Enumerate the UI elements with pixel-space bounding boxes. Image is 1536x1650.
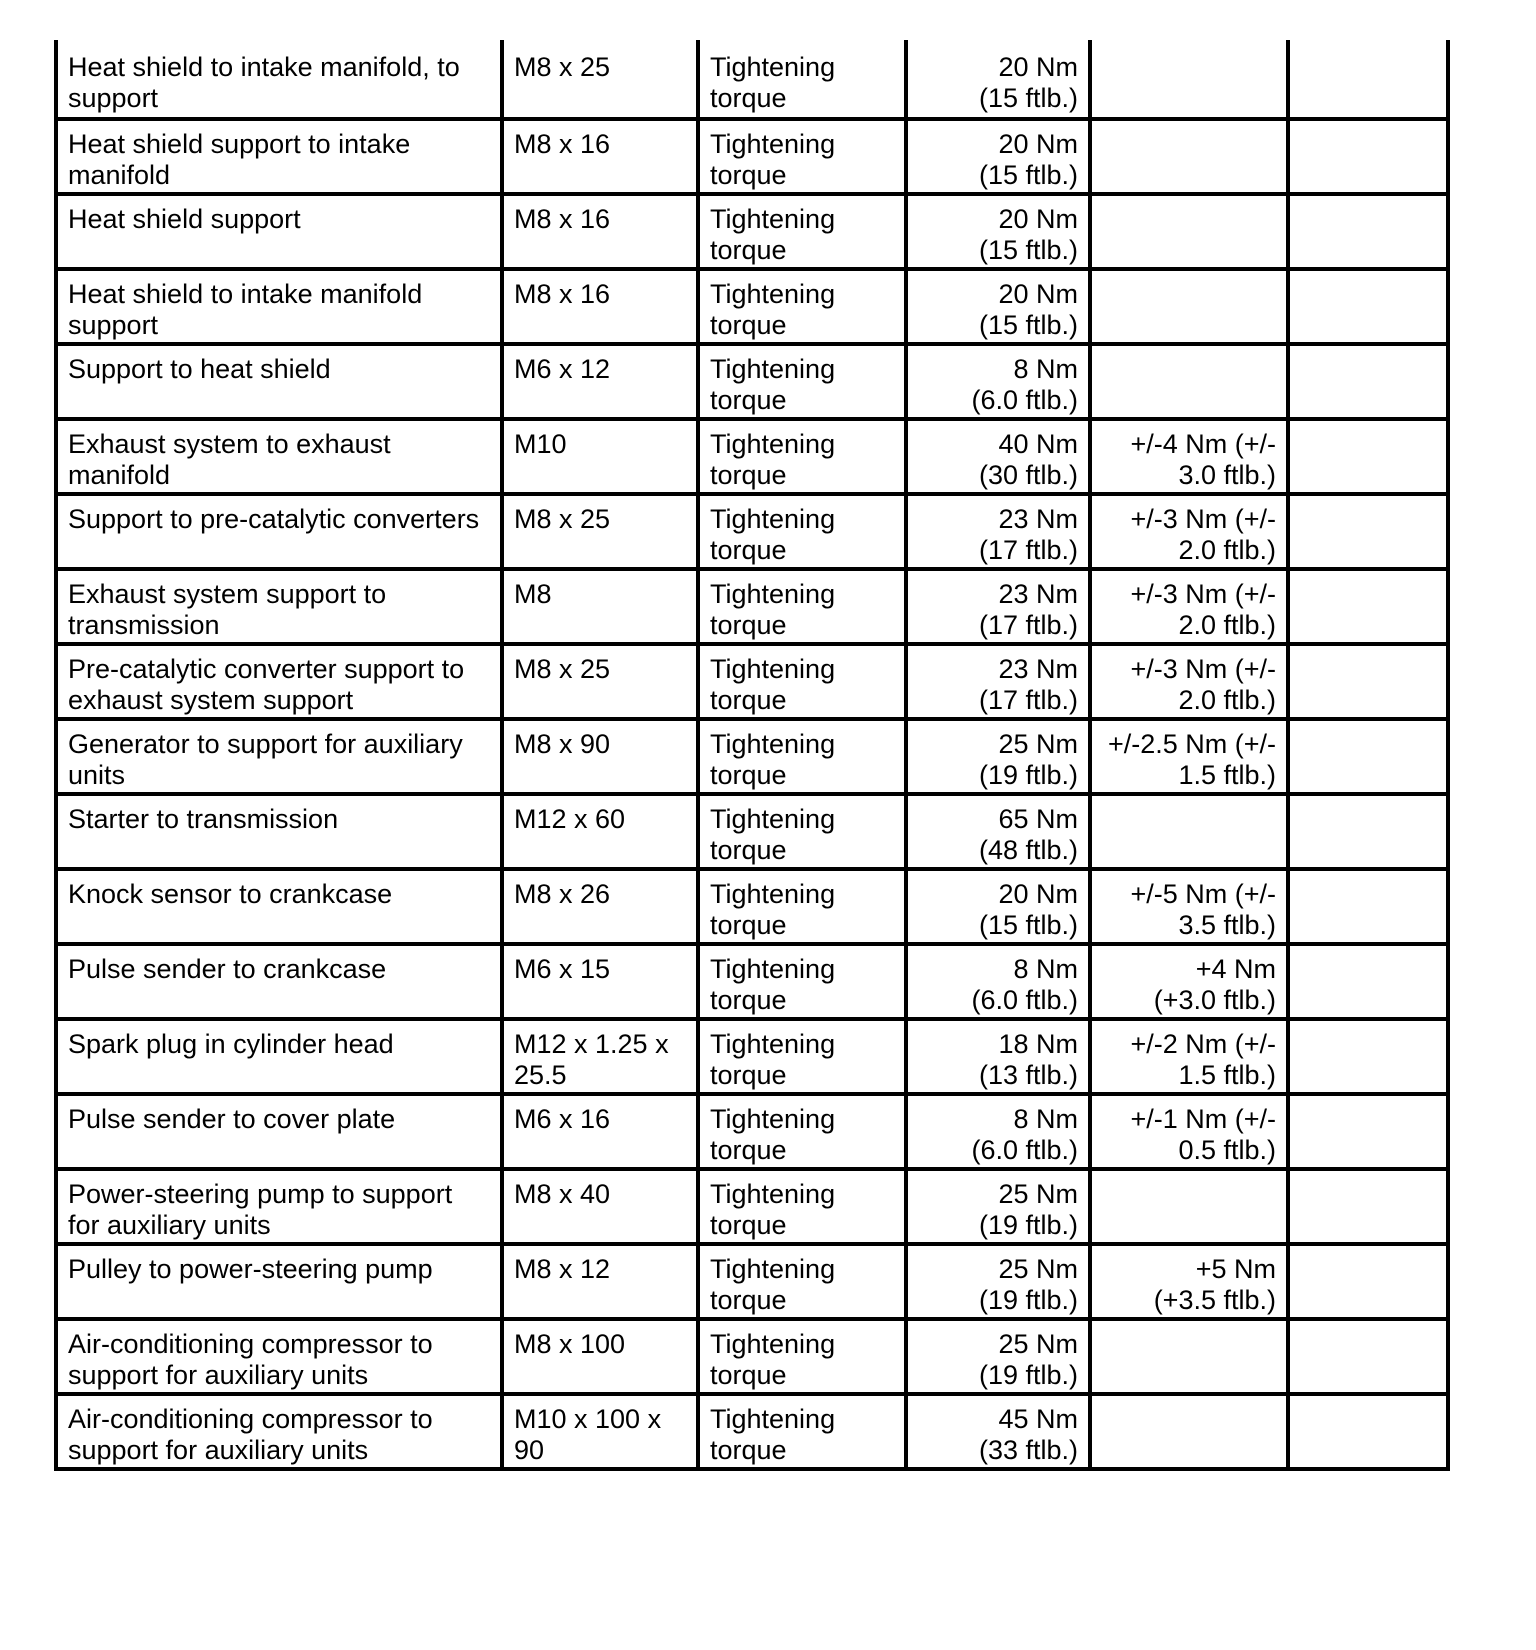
table-row: [56, 1244, 1448, 1319]
torque-value-line: 23 Nm: [998, 504, 1078, 534]
spec-type-cell: [698, 719, 906, 794]
spec-type-cell: [698, 794, 906, 869]
tolerance-cell: [1090, 40, 1288, 119]
torque-value-cell: [906, 194, 1090, 269]
notes-cell: [1288, 569, 1448, 644]
table-row: [56, 1019, 1448, 1094]
torque-value-line: (15 ftlb.): [978, 310, 1078, 340]
torque-value-line: 8 Nm: [1013, 954, 1078, 984]
tolerance-cell: [1090, 119, 1288, 194]
spec-type-line: torque: [710, 460, 787, 490]
tolerance-cell: [1090, 1319, 1288, 1394]
component-cell: [56, 344, 502, 419]
spec-type-line: Tightening: [710, 729, 836, 759]
torque-value-line: (6.0 ftlb.): [971, 1135, 1078, 1165]
torque-value-line: 40 Nm: [998, 429, 1078, 459]
tolerance-cell: [1090, 344, 1288, 419]
spec-type-cell: [698, 1244, 906, 1319]
component-line: Air-conditioning compressor to: [68, 1329, 433, 1359]
notes-cell: [1288, 494, 1448, 569]
spec-type-line: torque: [710, 760, 787, 790]
torque-value-cell: [906, 40, 1090, 119]
thread-size-cell: [502, 119, 698, 194]
thread-size-line: M8 x 16: [514, 204, 611, 234]
spec-type-cell: [698, 944, 906, 1019]
notes-cell: [1288, 869, 1448, 944]
thread-size-cell: [502, 1319, 698, 1394]
torque-value-line: (15 ftlb.): [978, 83, 1078, 113]
thread-size-cell: [502, 269, 698, 344]
torque-value-line: 25 Nm: [998, 1179, 1078, 1209]
table-row: [56, 194, 1448, 269]
component-cell: [56, 1244, 502, 1319]
spec-type-line: Tightening: [710, 1179, 836, 1209]
spec-type-line: torque: [710, 160, 787, 190]
torque-value-line: 8 Nm: [1013, 354, 1078, 384]
spec-type-line: Tightening: [710, 52, 836, 82]
thread-size-cell: [502, 1094, 698, 1169]
spec-type-cell: [698, 1319, 906, 1394]
tolerance-cell: [1090, 869, 1288, 944]
spec-type-line: Tightening: [710, 1029, 836, 1059]
tolerance-cell: [1090, 269, 1288, 344]
torque-value-line: 20 Nm: [998, 279, 1078, 309]
tolerance-line: 2.0 ftlb.): [1178, 535, 1276, 565]
spec-type-cell: [698, 494, 906, 569]
tolerance-cell: [1090, 494, 1288, 569]
spec-type-line: Tightening: [710, 1254, 836, 1284]
torque-value-line: 23 Nm: [998, 654, 1078, 684]
component-cell: [56, 1319, 502, 1394]
thread-size-cell: [502, 944, 698, 1019]
spec-type-line: torque: [710, 1060, 787, 1090]
spec-type-line: Tightening: [710, 504, 836, 534]
component-line: Pulse sender to crankcase: [68, 954, 387, 984]
component-line: for auxiliary units: [68, 1210, 271, 1240]
thread-size-line: M8 x 25: [514, 504, 611, 534]
spec-type-line: torque: [710, 1135, 787, 1165]
tolerance-line: +/-1 Nm (+/-: [1130, 1104, 1276, 1134]
thread-size-line: M8 x 100: [514, 1329, 626, 1359]
torque-value-cell: [906, 644, 1090, 719]
notes-cell: [1288, 40, 1448, 119]
torque-value-line: (15 ftlb.): [978, 160, 1078, 190]
tolerance-cell: [1090, 1244, 1288, 1319]
spec-type-line: Tightening: [710, 1104, 836, 1134]
torque-value-cell: [906, 494, 1090, 569]
spec-type-cell: [698, 1094, 906, 1169]
thread-size-cell: [502, 1169, 698, 1244]
thread-size-line: M10 x 100 x: [514, 1404, 662, 1434]
torque-value-cell: [906, 1319, 1090, 1394]
thread-size-line: 25.5: [514, 1060, 567, 1090]
component-cell: [56, 40, 502, 119]
spec-type-line: torque: [710, 1210, 787, 1240]
spec-type-line: torque: [710, 235, 787, 265]
component-line: Power-steering pump to support: [68, 1179, 453, 1209]
component-line: manifold: [68, 460, 171, 490]
torque-value-line: 25 Nm: [998, 1254, 1078, 1284]
tolerance-line: +/-3 Nm (+/-: [1130, 654, 1276, 684]
spec-type-line: Tightening: [710, 579, 836, 609]
spec-type-line: torque: [710, 310, 787, 340]
spec-type-line: torque: [710, 1360, 787, 1390]
component-cell: [56, 119, 502, 194]
torque-value-cell: [906, 1244, 1090, 1319]
tolerance-cell: [1090, 944, 1288, 1019]
tolerance-line: 2.0 ftlb.): [1178, 685, 1276, 715]
torque-value-line: 20 Nm: [998, 879, 1078, 909]
component-line: Generator to support for auxiliary: [68, 729, 463, 759]
component-line: Air-conditioning compressor to: [68, 1404, 433, 1434]
torque-value-cell: [906, 719, 1090, 794]
torque-value-line: 65 Nm: [998, 804, 1078, 834]
notes-cell: [1288, 794, 1448, 869]
table-row: [56, 419, 1448, 494]
tolerance-line: +/-3 Nm (+/-: [1130, 504, 1276, 534]
tolerance-line: 0.5 ftlb.): [1178, 1135, 1276, 1165]
component-line: support for auxiliary units: [68, 1435, 369, 1465]
spec-type-cell: [698, 269, 906, 344]
tolerance-line: +/-5 Nm (+/-: [1130, 879, 1276, 909]
thread-size-cell: [502, 869, 698, 944]
thread-size-line: M6 x 15: [514, 954, 611, 984]
thread-size-cell: [502, 344, 698, 419]
torque-value-cell: [906, 869, 1090, 944]
spec-type-line: Tightening: [710, 1404, 836, 1434]
spec-type-cell: [698, 1169, 906, 1244]
table-row: [56, 269, 1448, 344]
torque-value-cell: [906, 119, 1090, 194]
spec-type-line: torque: [710, 685, 787, 715]
spec-type-line: Tightening: [710, 279, 836, 309]
component-line: Heat shield support: [68, 204, 301, 234]
component-line: manifold: [68, 160, 171, 190]
torque-value-cell: [906, 419, 1090, 494]
spec-type-cell: [698, 1394, 906, 1469]
tolerance-line: (+3.0 ftlb.): [1153, 985, 1276, 1015]
tolerance-cell: [1090, 1019, 1288, 1094]
thread-size-line: M8 x 26: [514, 879, 611, 909]
thread-size-line: M8 x 12: [514, 1254, 611, 1284]
thread-size-cell: [502, 1244, 698, 1319]
torque-value-line: (48 ftlb.): [978, 835, 1078, 865]
tolerance-cell: [1090, 1394, 1288, 1469]
torque-value-line: (6.0 ftlb.): [971, 385, 1078, 415]
thread-size-line: M8 x 16: [514, 129, 611, 159]
table-row: [56, 644, 1448, 719]
table-row: [56, 494, 1448, 569]
component-line: Spark plug in cylinder head: [68, 1029, 394, 1059]
torque-value-line: (19 ftlb.): [978, 1285, 1078, 1315]
thread-size-line: 90: [514, 1435, 545, 1465]
tolerance-line: 1.5 ftlb.): [1178, 760, 1276, 790]
spec-type-line: torque: [710, 1285, 787, 1315]
torque-value-line: (15 ftlb.): [978, 235, 1078, 265]
torque-value-cell: [906, 1169, 1090, 1244]
spec-type-line: Tightening: [710, 654, 836, 684]
thread-size-cell: [502, 40, 698, 119]
spec-type-line: torque: [710, 835, 787, 865]
tolerance-cell: [1090, 1094, 1288, 1169]
thread-size-cell: [502, 569, 698, 644]
notes-cell: [1288, 194, 1448, 269]
component-line: Pulse sender to cover plate: [68, 1104, 396, 1134]
torque-value-cell: [906, 1394, 1090, 1469]
component-cell: [56, 794, 502, 869]
thread-size-cell: [502, 1394, 698, 1469]
tolerance-line: 3.0 ftlb.): [1178, 460, 1276, 490]
spec-type-line: torque: [710, 985, 787, 1015]
tolerance-line: 3.5 ftlb.): [1178, 910, 1276, 940]
thread-size-line: M6 x 12: [514, 354, 611, 384]
tolerance-cell: [1090, 794, 1288, 869]
component-line: units: [68, 760, 126, 790]
torque-value-cell: [906, 1094, 1090, 1169]
thread-size-line: M6 x 16: [514, 1104, 611, 1134]
torque-value-line: (17 ftlb.): [978, 685, 1078, 715]
table-row: [56, 719, 1448, 794]
spec-type-cell: [698, 569, 906, 644]
notes-cell: [1288, 944, 1448, 1019]
notes-cell: [1288, 1169, 1448, 1244]
thread-size-cell: [502, 644, 698, 719]
spec-type-cell: [698, 644, 906, 719]
torque-value-line: (19 ftlb.): [978, 760, 1078, 790]
spec-type-line: Tightening: [710, 429, 836, 459]
table-row: [56, 40, 1448, 119]
thread-size-line: M8 x 25: [514, 654, 611, 684]
thread-size-line: M12 x 60: [514, 804, 626, 834]
torque-value-line: (15 ftlb.): [978, 910, 1078, 940]
notes-cell: [1288, 1394, 1448, 1469]
component-cell: [56, 494, 502, 569]
spec-type-cell: [698, 419, 906, 494]
tolerance-line: +/-3 Nm (+/-: [1130, 579, 1276, 609]
spec-type-cell: [698, 869, 906, 944]
thread-size-line: M8 x 90: [514, 729, 611, 759]
component-cell: [56, 1094, 502, 1169]
component-line: Exhaust system support to: [68, 579, 387, 609]
tolerance-cell: [1090, 419, 1288, 494]
table-body: [56, 40, 1448, 1469]
tolerance-cell: [1090, 1169, 1288, 1244]
tolerance-line: (+3.5 ftlb.): [1153, 1285, 1276, 1315]
spec-type-line: Tightening: [710, 354, 836, 384]
thread-size-cell: [502, 194, 698, 269]
spec-type-line: torque: [710, 535, 787, 565]
torque-value-line: (19 ftlb.): [978, 1210, 1078, 1240]
component-cell: [56, 719, 502, 794]
spec-type-cell: [698, 40, 906, 119]
tolerance-line: +/-4 Nm (+/-: [1130, 429, 1276, 459]
component-line: Support to pre-catalytic converters: [68, 504, 480, 534]
torque-value-line: 20 Nm: [998, 129, 1078, 159]
torque-value-line: (13 ftlb.): [978, 1060, 1078, 1090]
spec-type-line: Tightening: [710, 879, 836, 909]
component-cell: [56, 1019, 502, 1094]
component-line: Pre-catalytic converter support to: [68, 654, 465, 684]
torque-value-line: 20 Nm: [998, 52, 1078, 82]
tolerance-line: +/-2.5 Nm (+/-: [1107, 729, 1276, 759]
notes-cell: [1288, 344, 1448, 419]
tolerance-cell: [1090, 644, 1288, 719]
torque-value-line: (17 ftlb.): [978, 535, 1078, 565]
component-cell: [56, 569, 502, 644]
component-cell: [56, 194, 502, 269]
torque-value-line: 8 Nm: [1013, 1104, 1078, 1134]
spec-type-line: torque: [710, 610, 787, 640]
torque-value-cell: [906, 569, 1090, 644]
thread-size-line: M12 x 1.25 x: [514, 1029, 669, 1059]
table-row: [56, 119, 1448, 194]
table-row: [56, 1169, 1448, 1244]
component-cell: [56, 269, 502, 344]
table-row: [56, 1094, 1448, 1169]
thread-size-line: M8 x 40: [514, 1179, 611, 1209]
thread-size-cell: [502, 794, 698, 869]
table-row: [56, 944, 1448, 1019]
notes-cell: [1288, 269, 1448, 344]
component-line: Support to heat shield: [68, 354, 331, 384]
component-line: transmission: [68, 610, 220, 640]
component-line: Pulley to power-steering pump: [68, 1254, 433, 1284]
spec-type-line: torque: [710, 83, 787, 113]
component-cell: [56, 944, 502, 1019]
table-row: [56, 794, 1448, 869]
notes-cell: [1288, 419, 1448, 494]
notes-cell: [1288, 1019, 1448, 1094]
spec-type-cell: [698, 344, 906, 419]
tolerance-cell: [1090, 719, 1288, 794]
thread-size-line: M10: [514, 429, 567, 459]
table-row: [56, 569, 1448, 644]
tolerance-line: +4 Nm: [1195, 954, 1276, 984]
tolerance-line: +/-2 Nm (+/-: [1130, 1029, 1276, 1059]
notes-cell: [1288, 644, 1448, 719]
thread-size-line: M8: [514, 579, 552, 609]
notes-cell: [1288, 1094, 1448, 1169]
component-cell: [56, 869, 502, 944]
spec-type-line: Tightening: [710, 129, 836, 159]
thread-size-line: M8 x 16: [514, 279, 611, 309]
torque-value-line: (6.0 ftlb.): [971, 985, 1078, 1015]
component-line: Knock sensor to crankcase: [68, 879, 393, 909]
component-line: Exhaust system to exhaust: [68, 429, 391, 459]
torque-value-line: 45 Nm: [998, 1404, 1078, 1434]
component-line: Starter to transmission: [68, 804, 339, 834]
tolerance-line: 2.0 ftlb.): [1178, 610, 1276, 640]
thread-size-cell: [502, 1019, 698, 1094]
component-line: Heat shield support to intake: [68, 129, 411, 159]
table-row: [56, 869, 1448, 944]
torque-spec-table: [54, 40, 1450, 1471]
spec-type-cell: [698, 194, 906, 269]
torque-value-cell: [906, 944, 1090, 1019]
notes-cell: [1288, 1319, 1448, 1394]
tolerance-cell: [1090, 569, 1288, 644]
component-cell: [56, 1394, 502, 1469]
tolerance-line: 1.5 ftlb.): [1178, 1060, 1276, 1090]
torque-value-line: 18 Nm: [998, 1029, 1078, 1059]
spec-type-line: torque: [710, 385, 787, 415]
thread-size-cell: [502, 419, 698, 494]
component-cell: [56, 1169, 502, 1244]
component-line: support: [68, 83, 159, 113]
thread-size-line: M8 x 25: [514, 52, 611, 82]
component-line: support: [68, 310, 159, 340]
spec-type-cell: [698, 119, 906, 194]
torque-value-line: 23 Nm: [998, 579, 1078, 609]
torque-value-line: 25 Nm: [998, 729, 1078, 759]
thread-size-cell: [502, 719, 698, 794]
torque-value-cell: [906, 794, 1090, 869]
notes-cell: [1288, 119, 1448, 194]
spec-type-line: Tightening: [710, 804, 836, 834]
torque-value-line: 20 Nm: [998, 204, 1078, 234]
torque-value-cell: [906, 344, 1090, 419]
spec-type-line: Tightening: [710, 204, 836, 234]
component-line: Heat shield to intake manifold, to: [68, 52, 460, 82]
spec-type-line: Tightening: [710, 1329, 836, 1359]
torque-value-line: (33 ftlb.): [978, 1435, 1078, 1465]
torque-value-line: (30 ftlb.): [978, 460, 1078, 490]
torque-value-line: 25 Nm: [998, 1329, 1078, 1359]
table-row: [56, 1319, 1448, 1394]
spec-type-line: Tightening: [710, 954, 836, 984]
component-cell: [56, 419, 502, 494]
component-line: support for auxiliary units: [68, 1360, 369, 1390]
tolerance-line: +5 Nm: [1195, 1254, 1276, 1284]
component-cell: [56, 644, 502, 719]
notes-cell: [1288, 1244, 1448, 1319]
notes-cell: [1288, 719, 1448, 794]
spec-type-line: torque: [710, 1435, 787, 1465]
spec-type-line: torque: [710, 910, 787, 940]
tolerance-cell: [1090, 194, 1288, 269]
component-line: Heat shield to intake manifold: [68, 279, 423, 309]
torque-value-cell: [906, 269, 1090, 344]
thread-size-cell: [502, 494, 698, 569]
torque-value-line: (19 ftlb.): [978, 1360, 1078, 1390]
table-row: [56, 344, 1448, 419]
spec-type-cell: [698, 1019, 906, 1094]
table-row: [56, 1394, 1448, 1469]
torque-value-cell: [906, 1019, 1090, 1094]
torque-value-line: (17 ftlb.): [978, 610, 1078, 640]
component-line: exhaust system support: [68, 685, 354, 715]
